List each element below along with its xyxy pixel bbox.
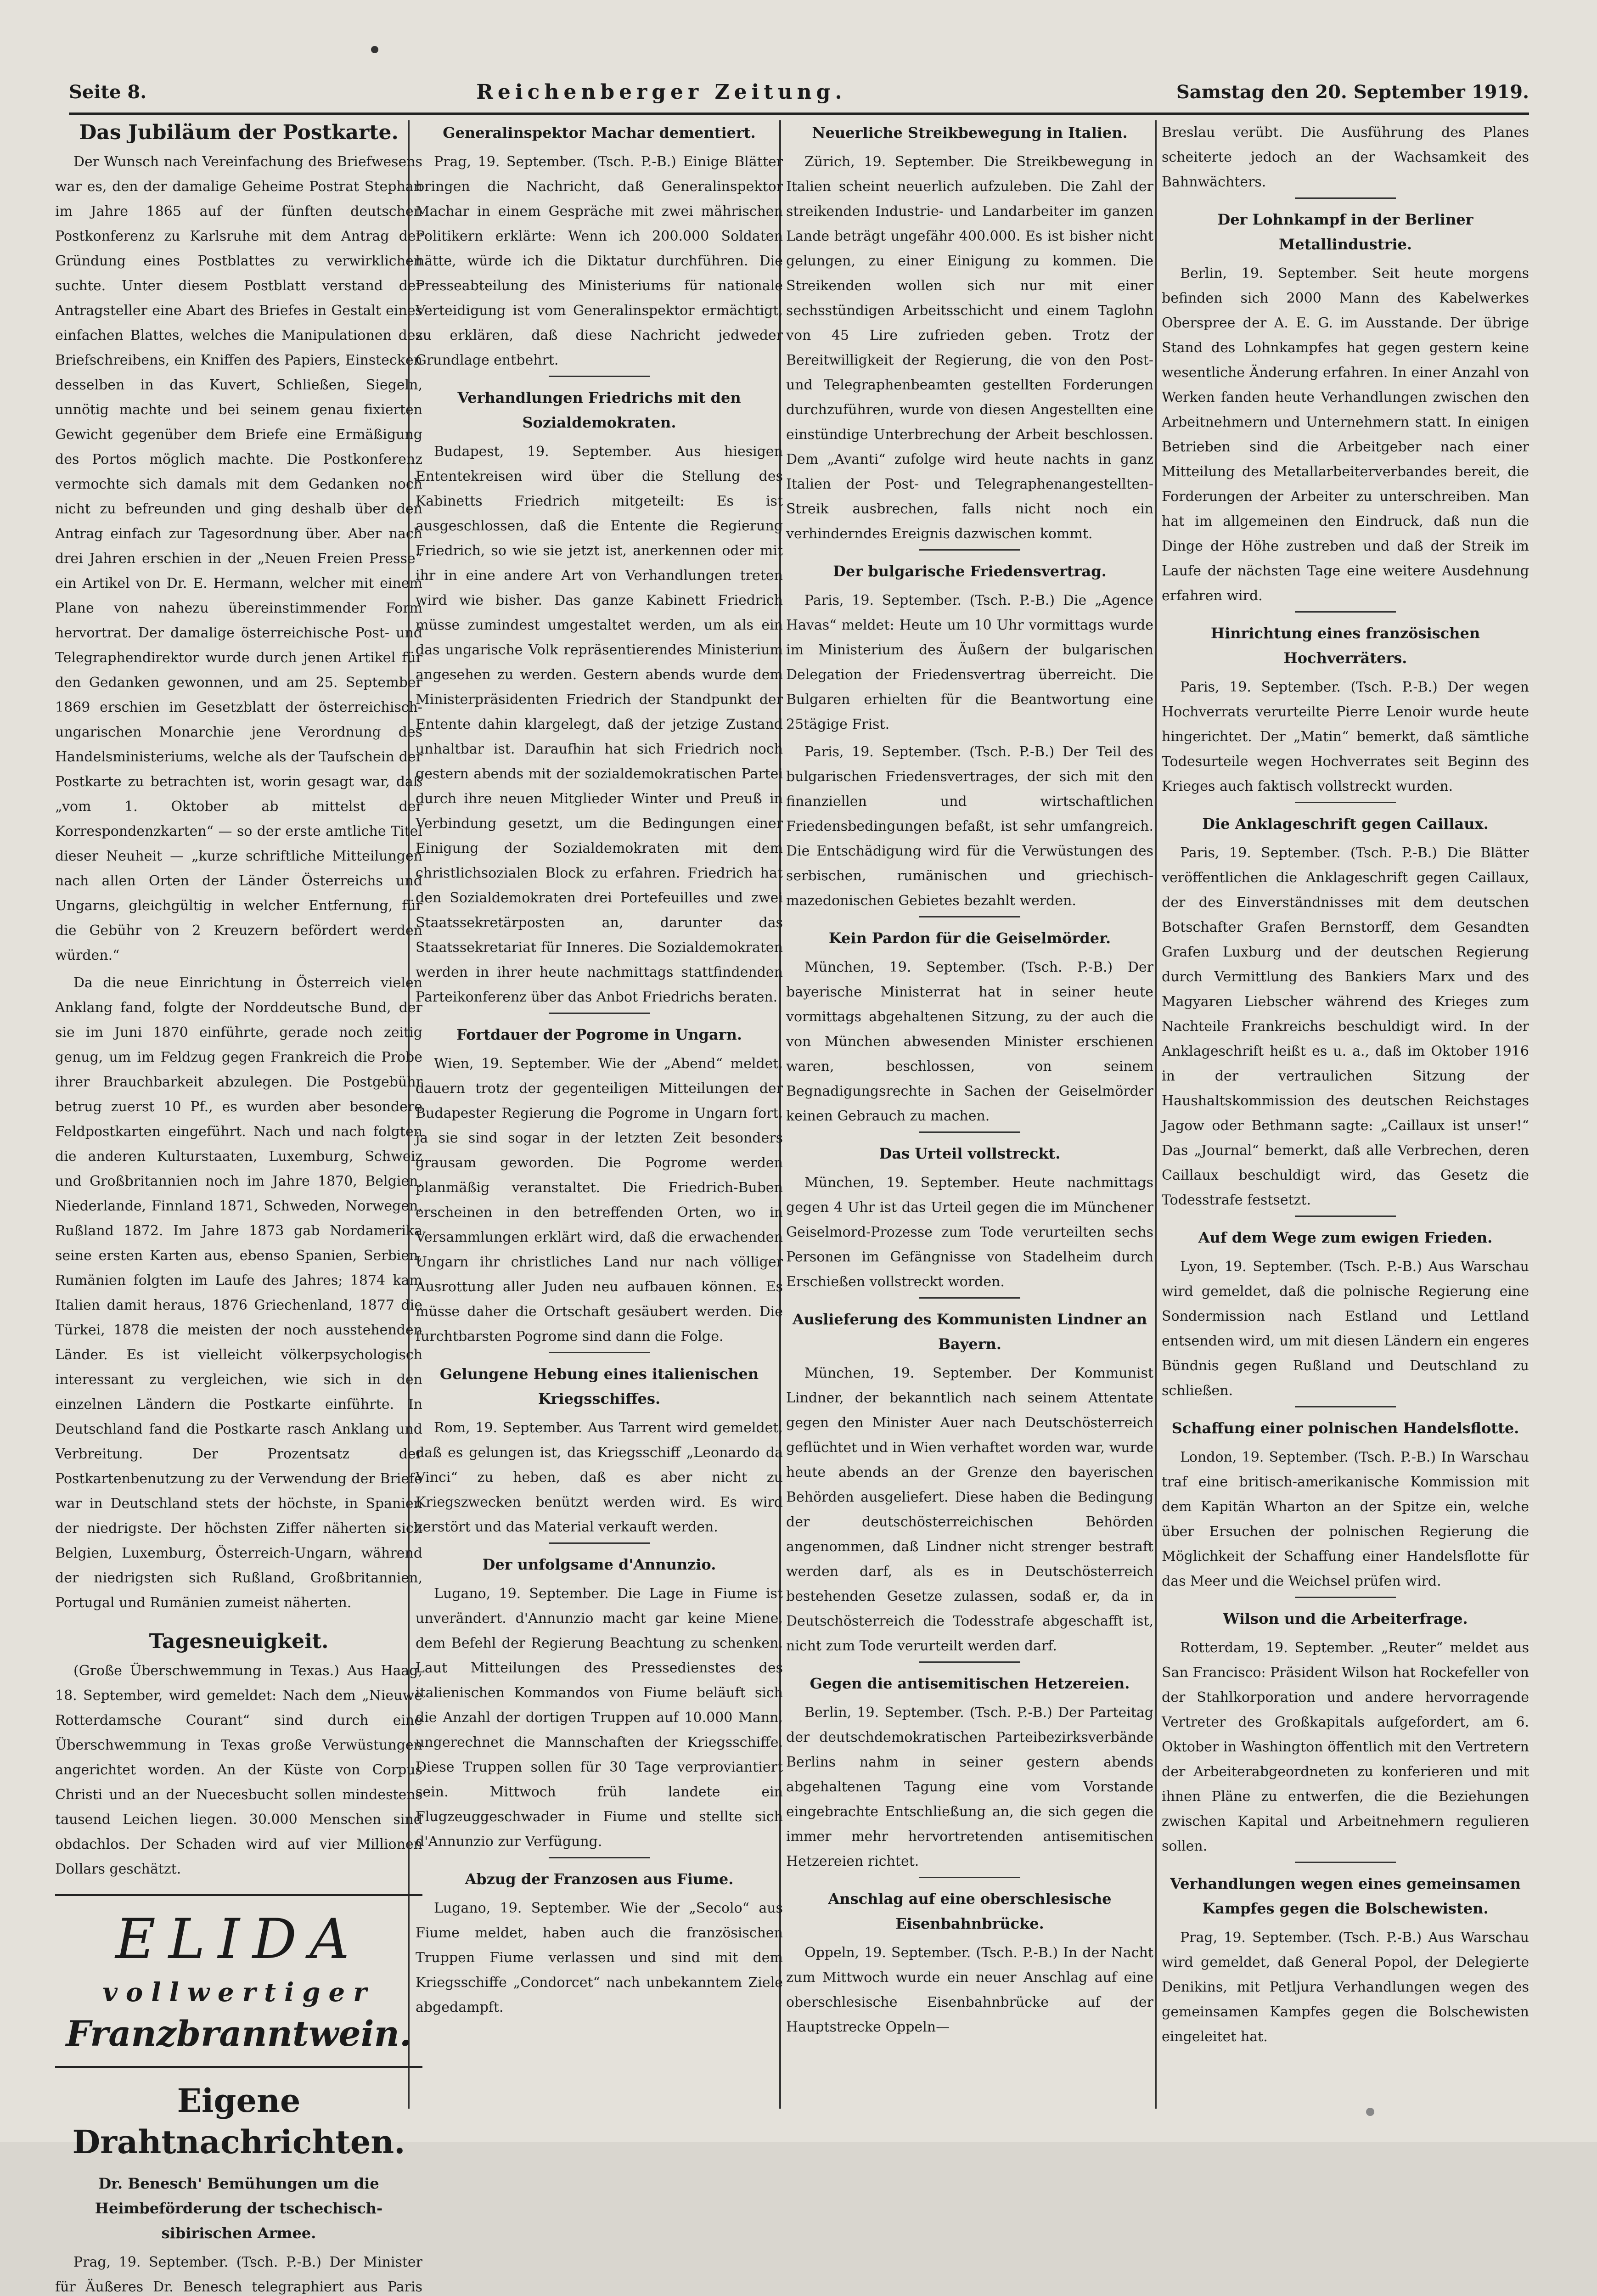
ad-product: Franzbranntwein. [66,2013,412,2054]
masthead: Reichenberger Zeitung. [476,80,847,104]
article-headline: Verhandlungen Friedrichs mit den Sozialdemokraten. [457,389,741,431]
separator [919,916,1020,917]
page-number: Seite 8. [69,81,147,103]
advertisement [55,1894,422,2068]
article-paragraph: (Große Überschwemmung in Texas.) Aus Haag, 18. September, wird gemeldet: Nach dem „Nieuwe Rotterdamsche Courant“ sind durch eine Überschwemmung in Texas große Verwüstungen angerichtet worden. An der Küste von Corpus Christi und an der Nuecesbucht sollen mindestens tausend Leichen liegen. 30.000 Menschen sind obdachlos. Der Schaden wird auf vier Millionen Dollars geschätzt. [55,1663,422,1877]
separator [1295,802,1396,803]
separator [549,1352,650,1353]
article-paragraph: Paris, 19. September. (Tsch. P.-B.) Der wegen Hochverrats verurteilte Pierre Lenoir wurde heute hingerichtet. Der „Matin“ bemerkt, daß sämtliche Todesurteile wegen Hochverrates seit Beginn des Krieges auch faktisch vollstreckt wurden. [1162,679,1529,794]
section-title: Eigene Drahtnachrichten. [72,2082,405,2161]
separator [919,549,1020,551]
article-headline: Der Lohnkampf in der Berliner Metallindustrie. [1217,211,1473,253]
article-paragraph: München, 19. September. Der Kommunist Lindner, der bekanntlich nach seinem Attentate gegen den Minister Auer nach Deutschösterreich geflüchtet und in Wien verhaftet worden war, wurde heute abends an der Grenze den bayerischen Behörden ausgeliefert. Diese haben die Bedingung der deutschösterreichischen Behörden angenommen, daß Lindner nicht strenger bestraft werden darf, als es in Deutschösterreich bestehenden Gesetze zulassen, sodaß er, da in Deutschösterreich die Todesstrafe abgeschafft ist, nicht zum Tode verurteilt werden darf. [786,1365,1153,1654]
page-header [69,73,1529,110]
article-headline: Auslieferung des Kommunisten Lindner an Bayern. [792,1311,1147,1353]
article-paragraph: Lugano, 19. September. Die Lage in Fiume ist unverändert. d'Annunzio macht gar keine Miene, dem Befehl der Regierung Beachtung zu schenken. Laut Mitteilungen des Pressedienstes des italienischen Kommandos von Fiume beläuft sich die Anzahl der dortigen Truppen auf 10.000 Mann, ungerechnet die Mannschaften der Kriegsschiffe. Diese Truppen sollen für 30 Tage verproviantiert sein. Mittwoch früh landete ein Flugzeuggeschwader in Fiume und stellte sich d'Annunzio zur Verfügung. [416,1586,783,1850]
article-paragraph: Paris, 19. September. (Tsch. P.-B.) Der Teil des bulgarischen Friedensvertrages, der sich mit den finanziellen und wirtschaftlichen Friedensbedingungen befaßt, ist sehr umfangreich. Die Entschädigung wird für die Verwüstungen des serbischen, rumänischen und griechisch-mazedonischen Gebietes bezahlt werden. [786,744,1153,909]
article-paragraph: Lugano, 19. September. Wie der „Secolo“ aus Fiume meldet, haben auch die französischen Truppen Fiume verlassen und sind mit dem Kriegsschiffe „Condorcet“ nach unbekanntem Ziele abgedampft. [416,1900,783,2015]
article-headline: Tagesneuigkeit. [149,1630,329,1653]
article-headline: Abzug der Franzosen aus Fiume. [465,1870,734,1888]
article-paragraph: Lyon, 19. September. (Tsch. P.-B.) Aus Warschau wird gemeldet, daß die polnische Regierung eine Sondermission nach Estland und Lettland entsenden wird, um mit diesen Ländern ein engeres Bündnis gegen Rußland und Deutschland zu schließen. [1162,1259,1529,1399]
article-paragraph: Prag, 19. September. (Tsch. P.-B.) Der Minister für Äußeres Dr. Benesch telegraphiert aus Paris [55,2254,422,2295]
separator [919,1661,1020,1663]
separator [919,1297,1020,1299]
article-paragraph: Rom, 19. September. Aus Tarrent wird gemeldet, daß es gelungen ist, das Kriegsschiff „Leonardo da Vinci“ zu heben, daß es aber nicht zu Kriegszwecken benützt werden wird. Es wird zerstört und das Material verkauft werden. [416,1420,783,1535]
article-headline: Schaffung einer polnischen Handelsflotte. [1171,1419,1519,1437]
article-headline: Hinrichtung eines französischen Hochverräters. [1210,625,1480,667]
article-paragraph: Da die neue Einrichtung in Österreich vielen Anklang fand, folgte der Norddeutsche Bund, der sie im Juni 1870 einführte, gerade noch zeitig genug, um im Feldzug gegen Frankreich die Probe ihrer Brauchbarkeit abzulegen. Die Postgebühr betrug zuerst 10 Pf., es wurden aber besondere Feldpostkarten eingeführt. Nach und nach folgten die anderen Kulturstaaten, Luxemburg, Schweiz und Großbritannien noch im Jahre 1870, Belgien, Niederlande, Finnland 1871, Schweden, Norwegen, Rußland 1872. Im Jahre 1873 gab Nordamerika seine ersten Karten aus, ebenso Spanien, Serbien, Rumänien folgten im Laufe des Jahres; 1874 kam Italien damit heraus, 1876 Griechenland, 1877 die Türkei, 1878 die meisten der noch ausstehenden Länder. Es ist vielleicht völkerpsychologisch interessant zu vergleichen, wie sich in den einzelnen Ländern die Postkarte einführte. In Deutschland fand die Postkarte rasch Anklang und Verbreitung. Der Prozentsatz der Postkartenbenutzung zu der Verwendung der Briefe war in Deutschland stets der höchste, in Spanien der niedrigste. Der höchsten Ziffer näherten sich Belgien, Luxemburg, Österreich-Ungarn, während der niedrigsten sich Rußland, Großbritannien, Portugal und Rumänien zumeist näherten. [55,975,422,1611]
separator [1295,1406,1396,1407]
article-paragraph: Der Wunsch nach Vereinfachung des Briefwesens war es, den der damalige Geheime Postrat Stephan im Jahre 1865 auf der fünften deutschen Postkonferenz zu Karlsruhe mit dem Antrag der Gründung eines Postblattes zu verwirklichen suchte. Unter diesem Postblatt verstand der Antragsteller eine Abart des Briefes in Gestalt eines einfachen Blattes, welches die Manipulationen des Briefschreibens, ein Kniffen des Papiers, Einstecken desselben in das Kuvert, Schließen, Siegeln, unnötig machte und bei seinem genau fixierten Gewicht gegenüber dem Briefe eine Ermäßigung des Portos möglich machte. Die Postkonferenz vermochte sich damals mit dem Gedanken noch nicht zu befreunden und ging deshalb über den Antrag einfach zur Tagesordnung über. Aber nach drei Jahren erschien in der „Neuen Freien Presse“ ein Artikel von Dr. E. Hermann, welcher mit einem Plane von nahezu übereinstimmender Form hervortrat. Der damalige österreichische Post- und Telegraphendirektor wurde durch jenen Artikel für den Gedanken gewonnen, und am 25. September 1869 erschien im Gesetzblatt der österreichisch-ungarischen Monarchie jene Verordnung des Handelsministeriums, welche als der Taufschein der Postkarte zu betrachten ist, worin gesagt war, daß „vom 1. Oktober ab mittelst der Korrespondenzkarten“ — so der erste amtliche Titel dieser Neuheit — „kurze schriftliche Mitteilungen nach allen Orten der Länder Österreichs und Ungarns, gleichgültig in welcher Entfernung, für die Gebühr von 2 Kreuzern befördert werden würden.“ [55,154,422,963]
separator [549,1857,650,1858]
article-paragraph: Oppeln, 19. September. (Tsch. P.-B.) In der Nacht zum Mittwoch wurde ein neuer Anschlag auf eine oberschlesische Eisenbahnbrücke auf der Hauptstrecke Oppeln— [786,1945,1153,2035]
article-headline: Der unfolgsame d'Annunzio. [482,1556,716,1573]
separator [549,376,650,377]
article-headline: Auf dem Wege zum ewigen Frieden. [1198,1229,1493,1246]
column-4 [1162,120,1529,2109]
article-paragraph: München, 19. September. (Tsch. P.-B.) Der bayerische Ministerrat hat in seiner heute vormittags abgehaltenen Sitzung, zu der auch die von München abwesenden Minister erschienen waren, beschlossen, von seinem Begnadigungsrechte in Sachen der Geiselmörder keinen Gebrauch zu machen. [786,959,1153,1124]
article-paragraph: Rotterdam, 19. September. „Reuter“ meldet aus San Francisco: Präsident Wilson hat Rockefeller von der Stahlkorporation und andere hervorragende Vertreter des Großkapitals aufgefordert, am 6. Oktober in Washington öffentlich mit den Vertretern der Arbeiterabgeordneten zu konferieren und mit ihnen Pläne zu entwerfen, die die Beziehungen zwischen Kapital und Arbeitnehmern regulieren sollen. [1162,1640,1529,1854]
column-3 [786,120,1153,2109]
article-paragraph: Budapest, 19. September. Aus hiesigen Ententekreisen wird über die Stellung des Kabinetts Friedrich mitgeteilt: Es ist ausgeschlossen, daß die Entente die Regierung Friedrich, so wie sie jetzt ist, anerkennen oder mit ihr in eine andere Art von Verhandlungen treten wird wie bisher. Das ganze Kabinett Friedrich müsse zumindest umgestaltet werden, um als ein das ungarische Volk repräsentierendes Ministerium angesehen zu werden. Gestern abends wurde dem Ministerpräsidenten Friedrich der Standpunkt der Entente dahin klargelegt, daß der jetzige Zustand unhaltbar ist. Daraufhin hat sich Friedrich noch gestern abends mit der sozialdemokratischen Partei durch ihre neuen Mitglieder Winter und Preuß in Verbindung gesetzt, um die Bedingungen einer Einigung der Sozialdemokraten mit dem christlichsozialen Block zu erfahren. Friedrich hat den Sozialdemokraten drei Portefeuilles und zwei Staatssekretärposten an, darunter das Staatssekretariat für Inneres. Die Sozialdemokraten werden in ihrer heute nachmittags stattfindenden Parteikonferenz über das Anbot Friedrichs beraten. [416,444,783,1005]
article-headline: Verhandlungen wegen eines gemeinsamen Kampfes gegen die Bolschewisten. [1170,1875,1521,1917]
article-headline: Neuerliche Streikbewegung in Italien. [812,124,1128,141]
separator [1295,1862,1396,1863]
article-paragraph: London, 19. September. (Tsch. P.-B.) In Warschau traf eine britisch-amerikanische Kommission mit dem Kapitän Wharton an der Spitze ein, welche über Ersuchen der polnischen Regierung die Möglichkeit der Schaffung einer Handelsflotte für das Meer und die Weichsel prüfen wird. [1162,1449,1529,1589]
article-headline: Wilson und die Arbeiterfrage. [1223,1610,1468,1627]
article-headline: Kein Pardon für die Geiselmörder. [828,929,1111,947]
article-headline: Gegen die antisemitischen Hetzereien. [810,1675,1130,1692]
article-headline: Generalinspektor Machar dementiert. [443,124,756,141]
article-paragraph: Prag, 19. September. (Tsch. P.-B.) Einige Blätter bringen die Nachricht, daß Generalinspektor Machar in einem Gespräche mit zwei mährischen Politikern erklärte: Wenn ich 200.000 Soldaten hätte, würde ich die Diktatur durchführen. Die Presseabteilung des Ministeriums für nationale Verteidigung ist vom Generalinspektor ermächtigt, zu erklären, daß diese Nachricht jedweder Grundlage entbehrt. [416,154,783,368]
article-headline: Anschlag auf eine oberschlesische Eisenbahnbrücke. [828,1890,1112,1932]
article-headline: Fortdauer der Pogrome in Ungarn. [456,1026,742,1043]
article-paragraph: Breslau verübt. Die Ausführung des Planes scheiterte jedoch an der Wachsamkeit des Bahnwächters. [1162,124,1529,190]
article-headline: Das Jubiläum der Postkarte. [79,121,399,144]
header-rule [69,113,1529,115]
separator [549,1542,650,1544]
column-1 [55,120,422,2295]
article-headline: Die Anklageschrift gegen Caillaux. [1202,815,1489,833]
ink-dot [1366,2108,1374,2116]
article-paragraph: Zürich, 19. September. Die Streikbewegung in Italien scheint neuerlich aufzuleben. Die Zahl der streikenden Industrie- und Landarbeiter im ganzen Lande beträgt ungefähr 400.000. Es ist bisher nicht gelungen, zu einer Einigung zu kommen. Die Streikenden wollen sich nur mit einer sechsstündigen Arbeitsschicht und einem Taglohn von 45 Lire zufrieden geben. Trotz der Bereitwilligkeit der Regierung, die von den Post- und Telegraphenbeamten gestellten Forderungen durchzuführen, wurde von diesen Angestellten eine einstündige Unterbrechung der Arbeit beschlossen. Dem „Avanti“ zufolge wird heute nachts in ganz Italien der Post- und Telegraphenangestellten-Streik ausbrechen, falls nicht noch ein verhinderndes Ereignis dazwischen kommt. [786,154,1153,542]
article-paragraph: Prag, 19. September. (Tsch. P.-B.) Aus Warschau wird gemeldet, daß General Popol, der Delegierte Denikins, mit Petljura Verhandlungen wegen des gemeinsamen Kampfes gegen die Bolschewisten eingeleitet hat. [1162,1930,1529,2045]
article-paragraph: Wien, 19. September. Wie der „Abend“ meldet, dauern trotz der gegenteiligen Mitteilungen der Budapester Regierung die Pogrome in Ungarn fort, ja sie sind sogar in der letzten Zeit besonders grausam geworden. Die Pogrome werden planmäßig veranstaltet. Die Friedrich-Buben erscheinen in den betreffenden Orten, wo in Versammlungen erklärt wird, daß die erwachenden Ungarn ihr christliches Land nur nach völliger Ausrottung aller Juden neu aufbauen können. Es müsse daher die Ortschaft gesäubert werden. Die furchtbarsten Pogrome sind dann die Folge. [416,1056,783,1345]
issue-date: Samstag den 20. September 1919. [1176,81,1529,103]
article-paragraph: Paris, 19. September. (Tsch. P.-B.) Die Blätter veröffentlichen die Anklageschrift gegen Caillaux, der des Einverständnisses mit dem deutschen Botschafter Grafen Bernstorff, dem Gesandten Grafen Luxburg und der deutschen Regierung durch Vermittlung des Bankiers Marx und des Magyaren Liebscher während des Krieges zum Nachteile Frankreichs beschuldigt wird. In der Anklageschrift heißt es u. a., daß im Oktober 1916 in der vertraulichen Sitzung der Haushaltskommission des deutschen Reichstages Jagow oder Bethmann sagte: „Caillaux ist unser!“ Das „Journal“ bemerkt, daß alle Verbrechen, deren Caillaux beschuldigt wird, das Gesetz die Todesstrafe festsetzt. [1162,845,1529,1208]
article-headline: Dr. Benesch' Bemühungen um die Heimbeförderung der tschechisch-sibirischen Armee. [95,2175,383,2242]
separator [1295,197,1396,199]
column-2 [416,120,783,2109]
separator [549,1013,650,1014]
separator [919,1131,1020,1133]
ad-tagline: vollwertiger [102,1977,375,2008]
article-paragraph: Berlin, 19. September. Seit heute morgens befinden sich 2000 Mann des Kabelwerkes Oberspree der A. E. G. im Ausstande. Der übrige Stand des Lohnkampfes hat gegen gestern keine wesentliche Änderung erfahren. In einer Anzahl von Werken fanden heute Verhandlungen zwischen den Arbeitnehmern und Unternehmern statt. In einigen Betrieben sind die Arbeitgeber nach einer Mitteilung des Metallarbeiterverbandes bereit, die Forderungen der Arbeiter zu unterschreiben. Man hat im allgemeinen den Eindruck, daß nun die Dinge der Höhe zustreben und daß der Streik im Laufe der nächsten Tage eine weitere Ausdehnung erfahren wird. [1162,265,1529,604]
column-rule [1155,120,1157,2109]
ink-dot [371,46,378,53]
separator [1295,611,1396,613]
article-headline: Der bulgarische Friedensvertrag. [833,563,1107,580]
article-paragraph: Berlin, 19. September. (Tsch. P.-B.) Der Parteitag der deutschdemokratischen Parteibezirksverbände Berlins nahm in seiner gestern abends abgehaltenen Tagung eine vom Vorstande eingebrachte Entschließung an, die sich gegen die immer mehr hervortretenden antisemitischen Hetzereien richtet. [786,1705,1153,1869]
separator [919,1877,1020,1878]
article-paragraph: München, 19. September. Heute nachmittags gegen 4 Uhr ist das Urteil gegen die im Münchener Geiselmord-Prozesse zum Tode verurteilten sechs Personen im Gefängnisse von Stadelheim durch Erschießen vollstreckt worden. [786,1175,1153,1290]
article-headline: Das Urteil vollstreckt. [879,1145,1061,1162]
separator [1295,1597,1396,1598]
article-paragraph: Paris, 19. September. (Tsch. P.-B.) Die „Agence Havas“ meldet: Heute um 10 Uhr vormittags wurde im Ministerium des Äußern der bulgarischen Delegation der Friedensvertrag überreicht. Die Bulgaren erhielten für die Beantwortung eine 25tägige Frist. [786,592,1153,732]
article-headline: Gelungene Hebung eines italienischen Kriegsschiffes. [439,1365,759,1407]
ad-brand: ELIDA [115,1908,362,1971]
separator [1295,1216,1396,1217]
